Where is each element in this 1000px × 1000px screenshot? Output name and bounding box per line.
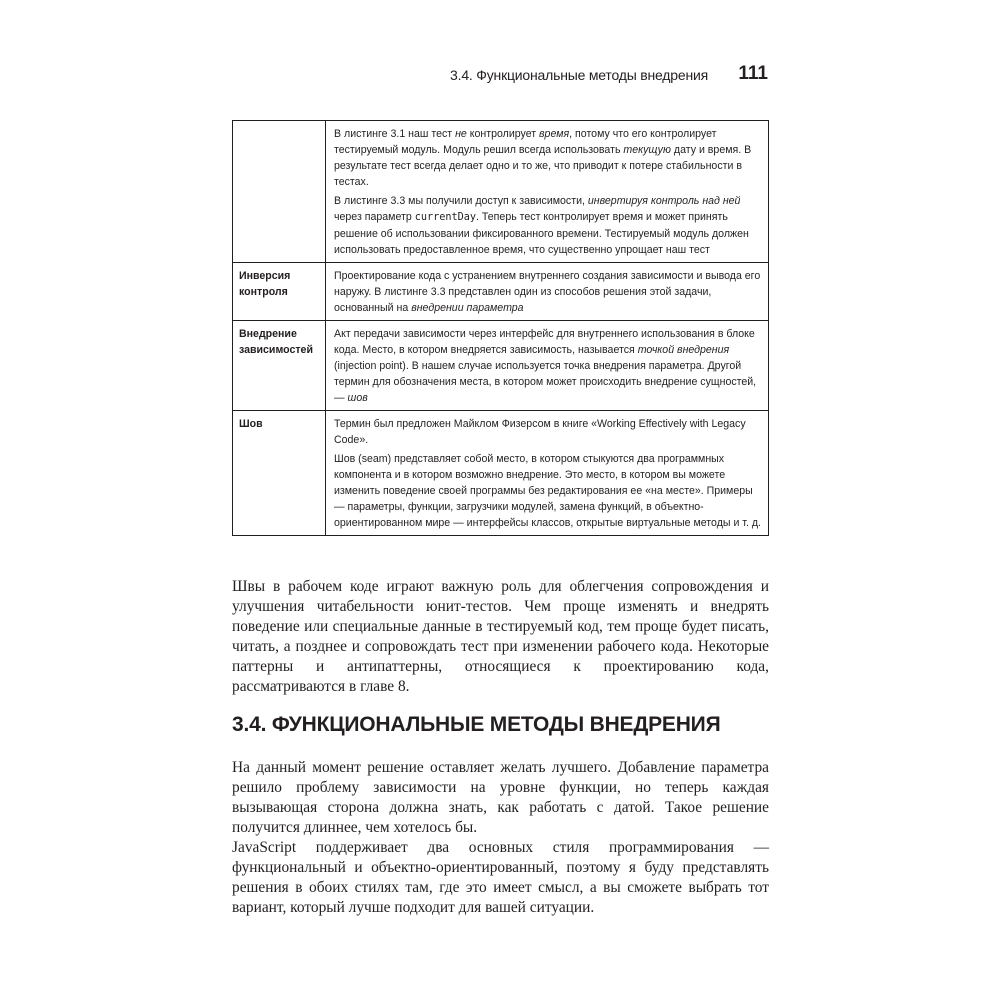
definition-paragraph: В листинге 3.3 мы получили доступ к зависимости, инвертируя контроль над ней через параметр currentDay. Теперь тест контролирует время и может принять решение об использовании фиксированного времени. Тестируемый модуль должен использовать предоставленное время, что существенно упрощает наш тест xyxy=(334,195,749,256)
definition-cell xyxy=(326,411,769,536)
terms-table xyxy=(232,120,769,536)
definition-paragraph: Акт передачи зависимости через интерфейс для внутреннего использования в блоке кода. Место, в котором внедряется зависимость, называется точкой внедрения (injection point). В нашем случае используется точка внедрения параметра. Другой термин для обозначения места, в котором может происходить внедрение сущностей, — шов xyxy=(334,328,757,404)
body-paragraph: JavaScript поддерживает два основных стиля программирования — функциональный и объектно-ориентированный, поэтому я буду представлять решения в обоих стилях там, где это имеет смысл, а вы сможете выбрать тот вариант, который лучше подходит для вашей ситуации. xyxy=(232,839,769,916)
section-heading: 3.4. ФУНКЦИОНАЛЬНЫЕ МЕТОДЫ ВНЕДРЕНИЯ xyxy=(232,713,721,736)
definition-paragraph: Шов (seam) представляет собой место, в котором стыкуются два программных компонента и в котором возможно внедрение. Это место, в котором вы можете изменить поведение своей программы без редактирования ее «на месте». Примеры — параметры, функции, загрузчики модулей, замена функций, в объектно-ориентированном мире — интерфейсы классов, открытые виртуальные методы и т. д. xyxy=(334,453,761,529)
definition-paragraph: В листинге 3.1 наш тест не контролирует время, потому что его контролирует тестируемый модуль. Модуль решил всегда использовать текущую дату и время. В результате тест всегда делает одно и то же, что приводит к потере стабильности в тестах. xyxy=(334,128,752,188)
term-cell: Инверсия контроля xyxy=(233,263,326,321)
term-cell: Внедрение зависимостей xyxy=(233,321,326,411)
table-row xyxy=(233,121,769,263)
body-paragraph: На данный момент решение оставляет желать лучшего. Добавление параметра решило проблему зависимости на уровне функции, но теперь каждая вызывающая сторона должна знать, как работать с датой. Такое решение получится длиннее, чем хотелось бы. xyxy=(232,759,769,836)
page-number: 111 xyxy=(738,63,768,84)
definition-paragraph: Термин был предложен Майклом Физерсом в книге «Working Effectively with Legacy Code». xyxy=(334,418,746,446)
running-title: 3.4. Функциональные методы внедрения xyxy=(450,67,708,83)
definition-cell xyxy=(326,321,769,411)
code-current-day: currentDay xyxy=(414,212,477,223)
body-paragraph: Швы в рабочем коде играют важную роль для облегчения сопровождения и улучшения читабельности юнит-тестов. Чем проще изменять и внедрять поведение или специальные данные в тестируемый код, тем проще будет писать, читать, а позднее и сопровождать тест при изменении рабочего кода. Некоторые паттерны и антипаттерны, относящиеся к проектированию кода, рассматриваются в главе 8. xyxy=(232,578,769,695)
definition-cell xyxy=(326,121,769,263)
term-cell: Шов xyxy=(233,411,326,536)
table-row xyxy=(233,263,769,321)
table-row xyxy=(233,321,769,411)
table-row xyxy=(233,411,769,536)
term-cell xyxy=(233,121,326,263)
page-header xyxy=(232,62,768,88)
definition-cell xyxy=(326,263,769,321)
definition-paragraph: Проектирование кода с устранением внутреннего создания зависимости и вывода его наружу. В листинге 3.3 представлен один из способов решения этой задачи, основанный на внедрении параметра xyxy=(334,270,761,314)
